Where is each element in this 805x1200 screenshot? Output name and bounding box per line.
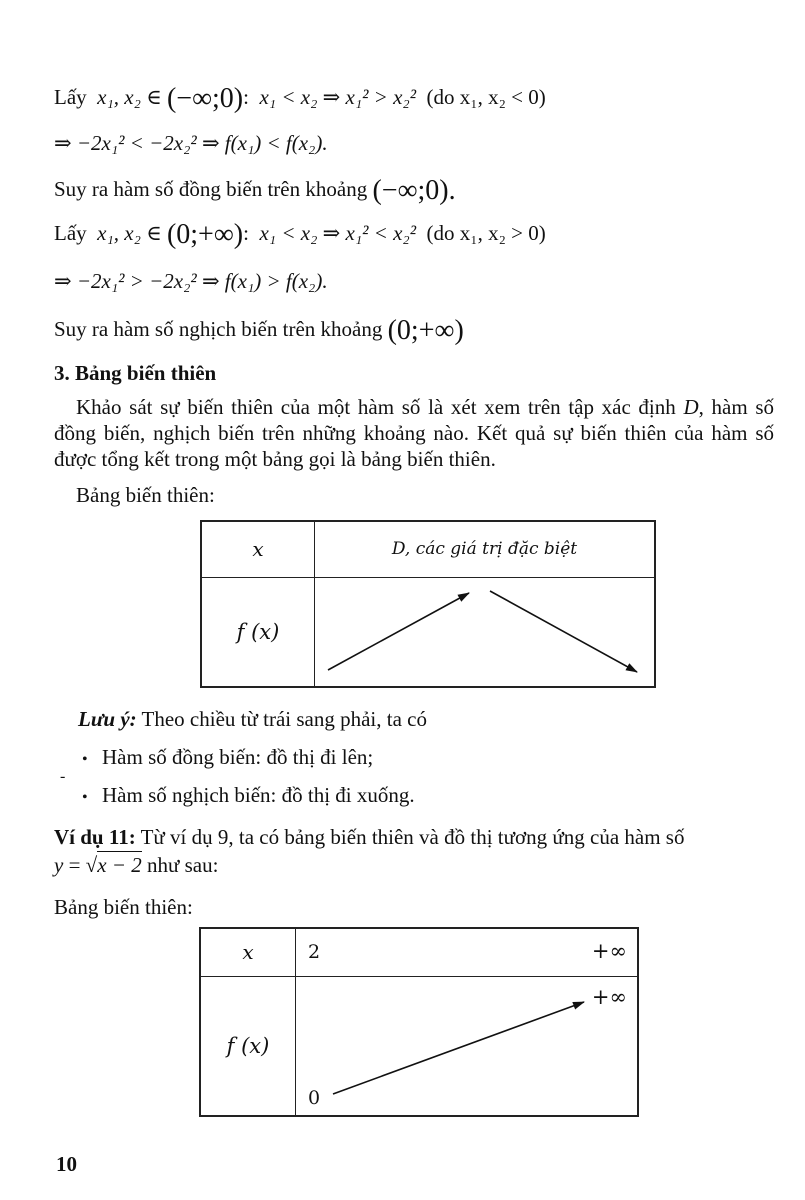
table1-arrow-up-icon bbox=[328, 593, 469, 670]
stray-mark: - bbox=[60, 768, 66, 785]
conclusion-interval: (−∞;0). bbox=[372, 175, 456, 206]
bullet-dot-icon: • bbox=[82, 751, 88, 768]
bullet-dot-icon: • bbox=[82, 789, 88, 806]
note-text: Theo chiều từ trái sang phải, ta có bbox=[136, 707, 427, 731]
proof-line-2: ⇒ −2x₁² < −2x₂² ⇒ f(x₁) < f(x₂). bbox=[54, 131, 328, 155]
formula-equals: = bbox=[68, 853, 81, 877]
colon: : bbox=[243, 221, 249, 245]
paragraph-part-b: , hàm số đồng biến, nghịch biến trên những khoảng nào. Kết quả sự biến thiên của hàm số được tổng kết trong một bảng gọi là bảng biến thiên. bbox=[54, 395, 775, 471]
paragraph-part-a: Khảo sát sự biến thiên của một hàm số là xét xem trên tập xác định bbox=[76, 395, 684, 419]
formula-tail: như sau: bbox=[141, 853, 219, 877]
table-caption-1: Bảng biến thiên: bbox=[76, 483, 215, 507]
conclusion-interval: (0;+∞) bbox=[387, 315, 464, 346]
table1-x-label: x bbox=[201, 521, 315, 577]
table2-x-label: x bbox=[200, 928, 296, 976]
colon: : bbox=[243, 85, 249, 109]
conclusion-text: Suy ra hàm số đồng biến trên khoảng bbox=[54, 177, 368, 201]
text-lead: Lấy bbox=[54, 221, 87, 245]
example-label: Ví dụ 11: bbox=[54, 825, 136, 849]
f-label-text: f (x) bbox=[226, 1033, 270, 1058]
proof-line-4: ⇒ −2x₁² > −2x₂² ⇒ f(x₁) > f(x₂). bbox=[54, 269, 328, 293]
math-interval: (0;+∞) bbox=[166, 219, 244, 250]
math-vars: x₁, x₂ ∈ bbox=[97, 85, 162, 109]
table2-f-end: +∞ bbox=[591, 984, 627, 1009]
math-vars: x₁, x₂ ∈ bbox=[97, 221, 162, 245]
example-text: Từ ví dụ 9, ta có bảng biến thiên và đồ thị tương ứng của hàm số bbox=[135, 825, 685, 849]
sqrt-icon: √ bbox=[85, 853, 98, 877]
section-heading: 3. Bảng biến thiên bbox=[54, 361, 217, 385]
f-label-text: f (x) bbox=[236, 619, 280, 644]
math-note: (do x₁, x₂ > 0) bbox=[426, 221, 546, 245]
formula-y: y bbox=[54, 853, 64, 877]
conclusion-text: Suy ra hàm số nghịch biến trên khoảng bbox=[54, 317, 383, 341]
note-label: Lưu ý: bbox=[78, 707, 137, 731]
bullet-text: Hàm số đồng biến: đồ thị đi lên; bbox=[102, 745, 374, 769]
table2-arrow-up-icon bbox=[333, 1002, 584, 1094]
math-interval: (−∞;0) bbox=[166, 83, 244, 114]
paragraph-domain-symbol: D bbox=[683, 395, 699, 419]
table-caption-2: Bảng biến thiên: bbox=[54, 895, 193, 919]
table1-x-header: D, các giá trị đặc biệt bbox=[315, 521, 656, 577]
bullet-text: Hàm số nghịch biến: đồ thị đi xuống. bbox=[102, 783, 415, 807]
table2-x-end: +∞ bbox=[591, 939, 627, 963]
formula-radicand: x − 2 bbox=[97, 853, 142, 877]
table2-x-start: 2 bbox=[308, 941, 321, 963]
page-number: 10 bbox=[56, 1152, 77, 1176]
text-lead: Lấy bbox=[54, 85, 87, 109]
math-note: (do x₁, x₂ < 0) bbox=[426, 85, 546, 109]
math-condition: x₁ < x₂ ⇒ x₁² < x₂² bbox=[259, 221, 416, 245]
table1-arrow-down-icon bbox=[490, 591, 637, 672]
table2-f-start: 0 bbox=[308, 1087, 321, 1109]
math-condition: x₁ < x₂ ⇒ x₁² > x₂² bbox=[259, 85, 416, 109]
